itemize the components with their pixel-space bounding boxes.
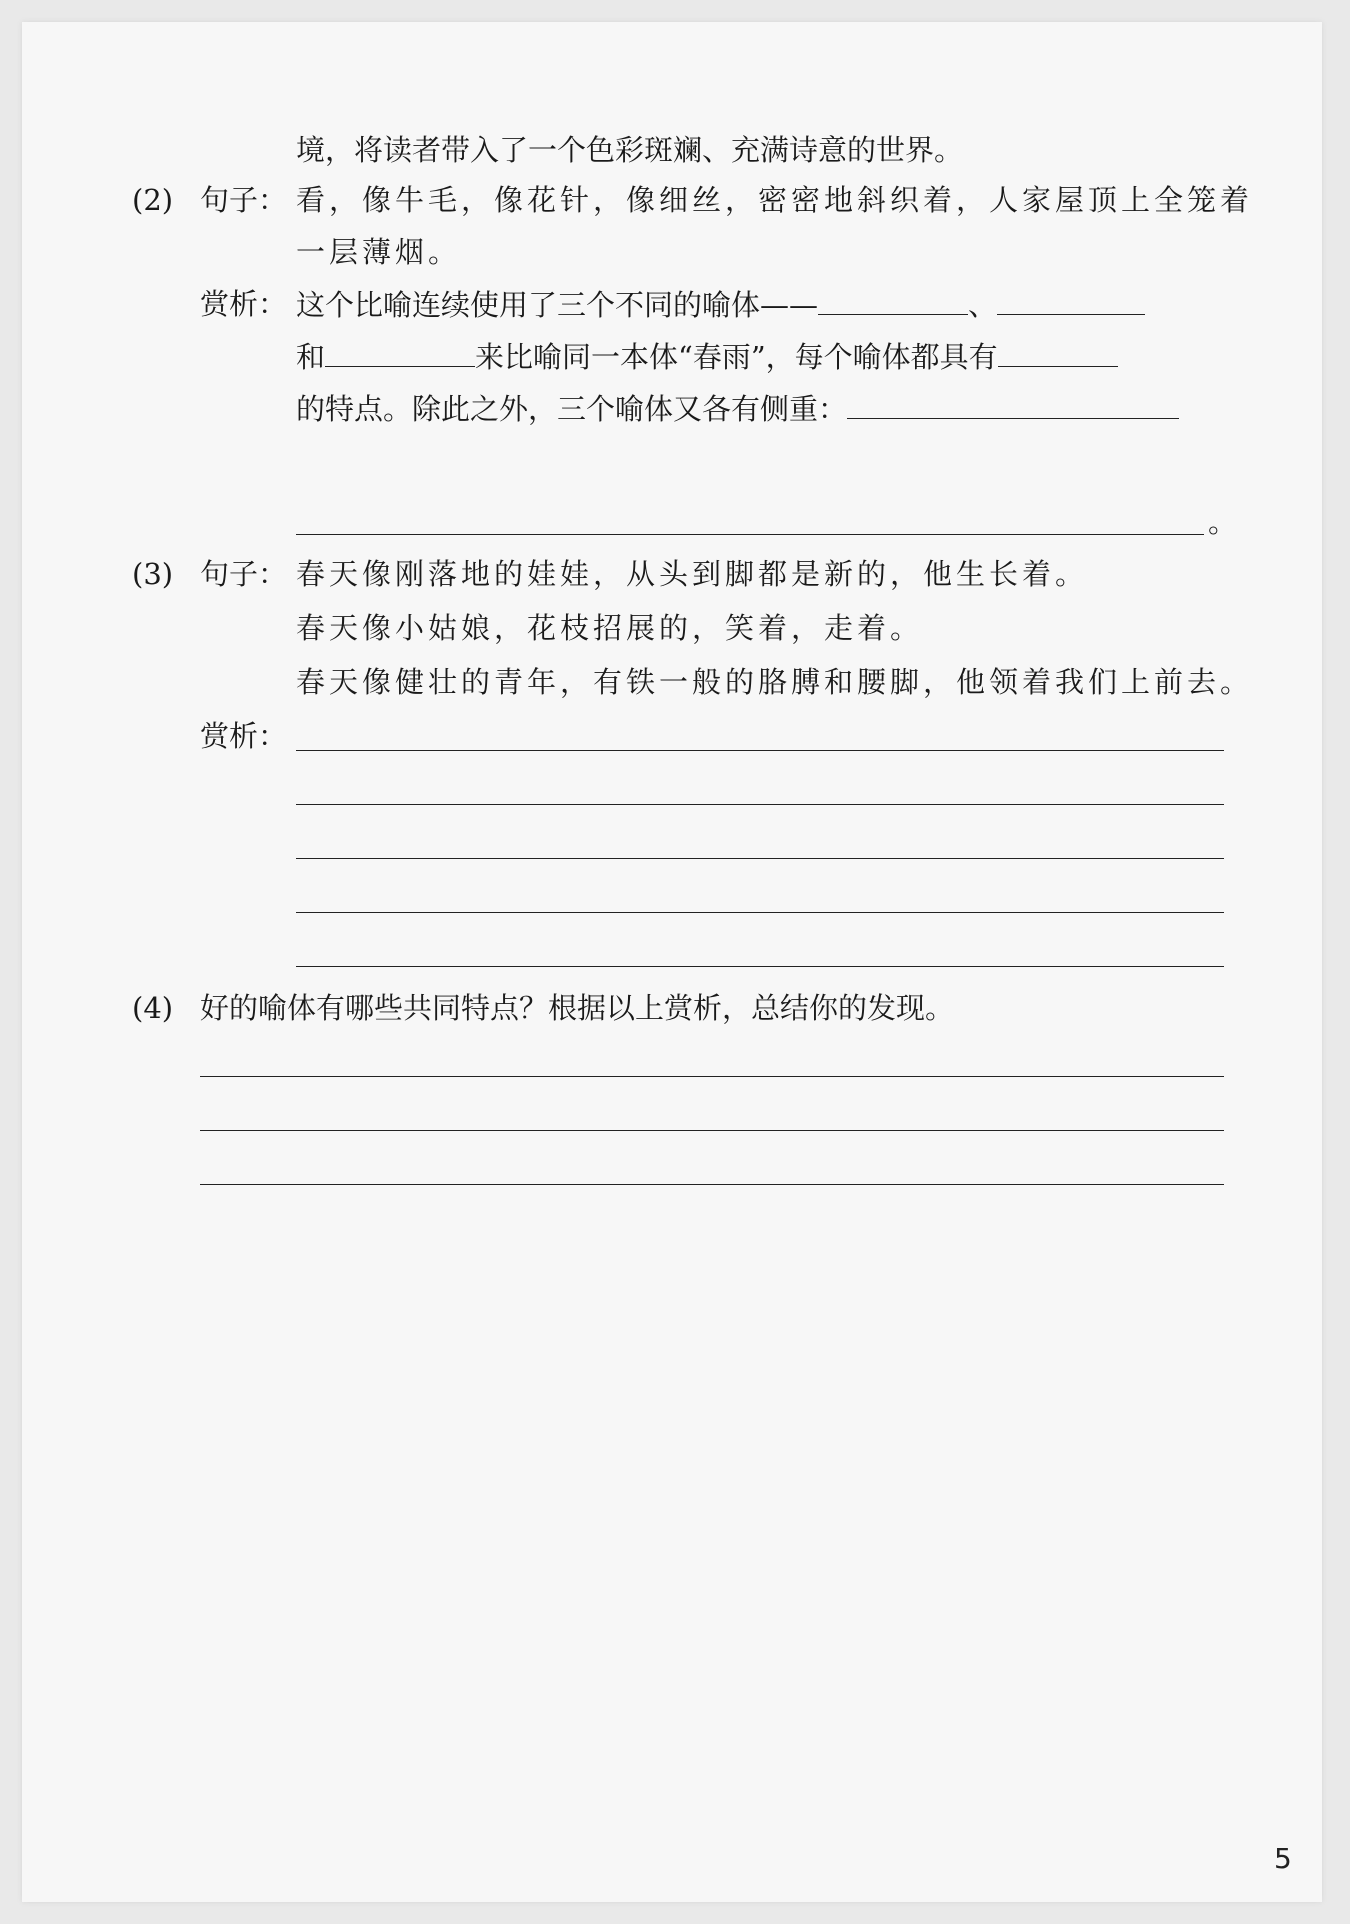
answer-blank-common-feature[interactable] xyxy=(998,336,1118,367)
q2-sentence-label: 句子： xyxy=(200,183,288,217)
q3-sentence-1: 春天像刚落地的娃娃，从头到脚都是新的，他生长着。 xyxy=(296,557,1089,591)
q2-analysis-end: 。 xyxy=(1208,505,1238,539)
answer-line-q4-1[interactable] xyxy=(200,1076,1224,1077)
answer-line-emphasis-2[interactable] xyxy=(296,534,1204,535)
q2-analysis-and: 和 xyxy=(296,340,326,374)
q2-analysis-sep: 、 xyxy=(968,288,998,322)
answer-line-q3-3[interactable] xyxy=(296,858,1224,859)
q2-number: (2) xyxy=(132,183,174,217)
answer-line-q4-2[interactable] xyxy=(200,1130,1224,1131)
q2-analysis-part1: 这个比喻连续使用了三个不同的喻体—— xyxy=(296,288,819,322)
q3-analysis-label: 赏析： xyxy=(200,719,288,753)
q4-number: (4) xyxy=(132,991,174,1025)
answer-line-q3-1[interactable] xyxy=(296,750,1224,751)
answer-line-q3-2[interactable] xyxy=(296,804,1224,805)
answer-blank-vehicle-3[interactable] xyxy=(325,336,475,367)
answer-line-q3-4[interactable] xyxy=(296,912,1224,913)
answer-line-q4-3[interactable] xyxy=(200,1184,1224,1185)
q2-analysis-line2 xyxy=(296,336,1118,377)
q3-number: (3) xyxy=(132,557,174,591)
q4-question: 好的喻体有哪些共同特点？根据以上赏析，总结你的发现。 xyxy=(200,991,955,1025)
q2-analysis-part3: 的特点。除此之外，三个喻体又各有侧重： xyxy=(296,392,848,426)
q2-analysis-line3 xyxy=(296,388,1179,429)
q3-sentence-2: 春天像小姑娘，花枝招展的，笑着，走着。 xyxy=(296,611,924,645)
worksheet-page xyxy=(22,22,1322,1902)
q2-sentence-line2: 一层薄烟。 xyxy=(296,235,462,269)
q2-sentence-line1: 看，像牛毛，像花针，像细丝，密密地斜织着，人家屋顶上全笼着 xyxy=(296,183,1254,217)
answer-blank-emphasis-1[interactable] xyxy=(847,388,1179,419)
answer-line-q3-5[interactable] xyxy=(296,966,1224,967)
answer-blank-vehicle-2[interactable] xyxy=(997,284,1145,315)
q3-sentence-3: 春天像健壮的青年，有铁一般的胳膊和腰脚，他领着我们上前去。 xyxy=(296,665,1254,699)
continuation-text: 境，将读者带入了一个色彩斑斓、充满诗意的世界。 xyxy=(296,133,964,167)
page-number: 5 xyxy=(1274,1842,1292,1875)
q2-analysis-label: 赏析： xyxy=(200,287,288,321)
q3-sentence-label: 句子： xyxy=(200,557,288,591)
q2-analysis-part2: 来比喻同一本体“春雨”，每个喻体都具有 xyxy=(475,340,998,374)
answer-blank-vehicle-1[interactable] xyxy=(818,284,968,315)
q2-analysis-line1 xyxy=(296,284,1145,325)
